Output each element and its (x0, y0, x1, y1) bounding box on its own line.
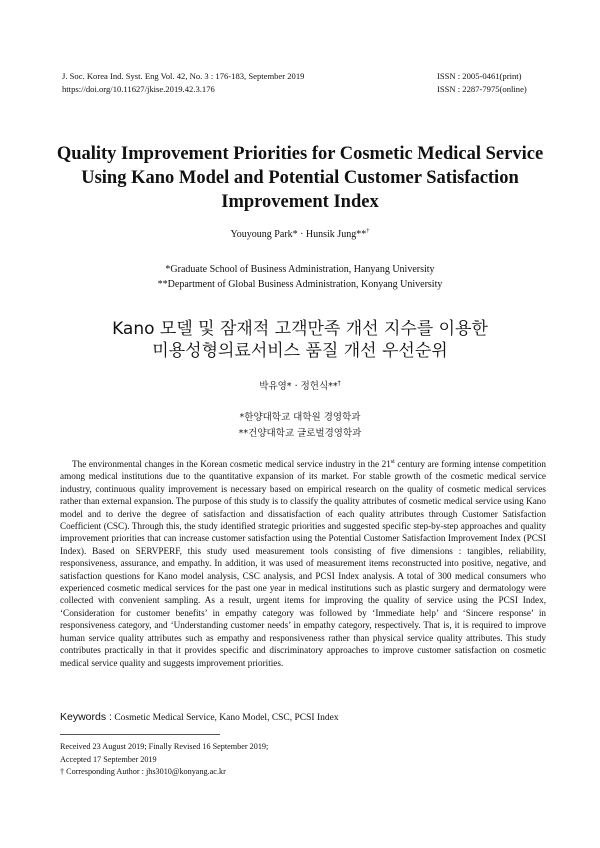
corresponding-author (60, 766, 268, 779)
doi-link[interactable]: https://doi.org/10.11627/jkise.2019.42.3.176 (62, 84, 215, 94)
abstract-intro: The environmental changes in the Korean cosmetic medical service industry in the 21 (72, 459, 391, 469)
affiliation-line: **건양대학교 글로벌경영학과 (238, 428, 362, 439)
english-title-line: Using Kano Model and Potential Customer Satisfaction (81, 168, 519, 188)
korean-affiliations (0, 410, 600, 442)
corresponding-email: Corresponding Author : jhs3010@konyang.ac.kr (66, 767, 226, 776)
accepted-date: Accepted 17 September 2019 (60, 754, 157, 764)
korean-author-names: 박유영* · 정헌식** (259, 381, 338, 392)
english-authors (0, 229, 600, 240)
issn-block (437, 70, 527, 96)
korean-title-line: Kano 모델 및 잠재적 고객만족 개선 지수를 이용한 (112, 319, 488, 339)
received-date: Received 23 August 2019; Finally Revised 16 September 2019; (60, 742, 269, 751)
english-title (40, 142, 560, 214)
keywords (60, 711, 550, 723)
english-title-line: Improvement Index (221, 192, 379, 212)
issn-online: ISSN : 2287-7975(online) (437, 84, 527, 94)
keywords-list: Cosmetic Medical Service, Kano Model, CSC, PCSI Index (114, 713, 339, 723)
affiliation-line: *Graduate School of Business Administration, Hanyang University (165, 264, 435, 275)
corresponding-mark: † (337, 379, 341, 387)
korean-authors (0, 378, 600, 392)
korean-title (40, 318, 560, 362)
keywords-label: Keywords : (60, 711, 112, 723)
english-affiliations (0, 262, 600, 292)
affiliation-line: *한양대학교 대학원 경영학과 (239, 412, 361, 423)
abstract-body: century are forming intense competition among medical institutions due to the quantitative expansion of its market. For stable growth of the cosmetic medical service industry, continuous quality improvement is necessary based on empirical research on the quality of cosmetic medical services rather than external expansion. The purpose of this study is to classify the quality attributes of cosmetic medical service using Kano model and to derive the degree of satisfaction and dissatisfaction of each quality attributes through Customer Satisfaction Coefficient (CSC). Through this, the study identified strategic priorities and suggested specific step-by-step approaches and quality improvement priorities that can increase customer satisfaction using the Potential Customer Satisfaction Improvement Index (PCSI Index). Based on SERVPERF, this study used measurement tools consisting of five dimensions : tangibles, reliability, responsiveness, assurance, and empathy. In addition, it was used of measurement items reconstructed into positive, negative, and satisfaction questions for Kano model analysis, CSC analysis, and PCSI Index analysis. A total of 300 medical consumers who experienced cosmetic medical services for the past one year in medical institutions such as plastic surgery and dermatology were collected with convenient sampling. As a result, urgent items for improving the quality of service using the PCSI Index, ‘Consideration for customer benefits’ in empathy category was followed by ‘Immediate help’ and ‘Sincere response’ in responsiveness category, and ‘Understanding customer needs’ in empathy category, respectively. That is, it is required to improve human service quality attributes such as empathy and responsiveness rather than physical service quality attributes. This study contributes practically in that it provides specific and discriminatory approaches to improve customer satisfaction on cosmetic medical service quality and suggests improvement priorities. (60, 459, 546, 668)
abstract (60, 458, 546, 669)
journal-header (62, 70, 304, 96)
ordinal-suffix: st (390, 458, 395, 465)
corresponding-mark: † (366, 227, 370, 235)
issn-print: ISSN : 2005-0461(print) (437, 71, 522, 81)
footnotes (60, 741, 268, 779)
journal-citation: J. Soc. Korea Ind. Syst. Eng Vol. 42, No. 3 : 176-183, September 2019 (62, 71, 305, 81)
footnote-divider (60, 734, 220, 735)
affiliation-line: **Department of Global Business Administration, Konyang University (157, 279, 443, 290)
korean-title-line: 미용성형의료서비스 품질 개선 우선순위 (152, 341, 448, 361)
english-title-line: Quality Improvement Priorities for Cosmetic Medical Service (56, 144, 544, 164)
english-author-names: Youyoung Park* · Hunsik Jung** (230, 229, 367, 240)
corresponding-mark: † (60, 767, 65, 776)
